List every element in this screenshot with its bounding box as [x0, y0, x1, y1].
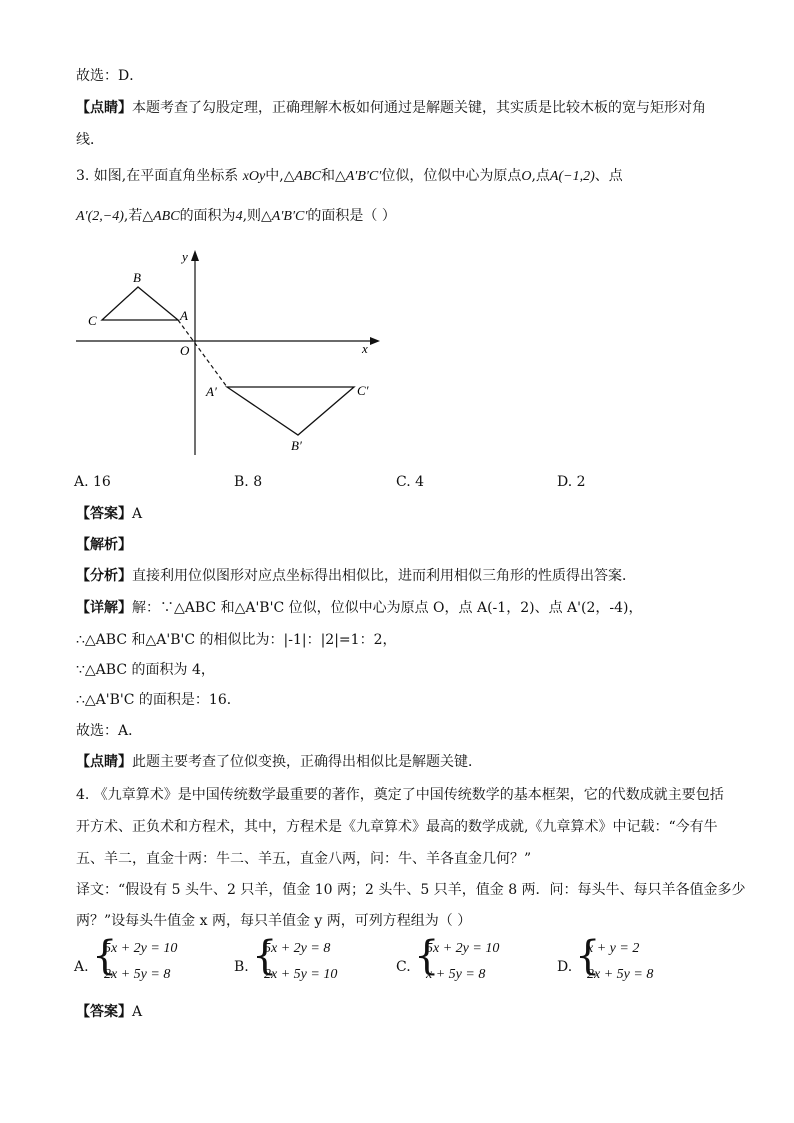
equation: 5x + 2y = 10 [426, 941, 500, 956]
q4-option-c-label[interactable]: C. [396, 959, 411, 975]
equation: x + 5y = 8 [426, 967, 486, 982]
q3-math-point-a: A(−1,2) [549, 169, 595, 184]
dianjing-line [76, 752, 482, 772]
comment-tag: 【点睛】 [76, 100, 132, 116]
q3-math-abc2: △A′B′C′ [334, 169, 382, 184]
q3-text: ,点 [531, 168, 550, 184]
q3-text: 位似，位似中心为原点 [381, 168, 522, 184]
dianjing-text: 此题主要考查了位似变换，正确得出相似比是解题关键． [132, 754, 482, 770]
q3-math-area: 4 [235, 209, 243, 224]
equation: 2x + 5y = 10 [264, 967, 338, 982]
step-line-1: ∴△ABC 和△A'B'C 的相似比为：|-1|：|2|=1：2， [76, 632, 397, 648]
q3-text: 中, [265, 168, 284, 184]
q4-option-b-system[interactable] [252, 933, 362, 990]
q3-math-abc2: △A′B′C′ [261, 209, 308, 224]
label-b: B [133, 270, 141, 285]
answer-tag: 【答案】 [76, 506, 132, 522]
answer-tag: 【答案】 [76, 1004, 132, 1020]
equation: 2x + 5y = 8 [104, 967, 171, 982]
brace-icon: { [575, 933, 601, 979]
label-b2: B′ [291, 438, 302, 453]
label-x: x [362, 341, 368, 356]
label-c: C [88, 313, 97, 328]
fenxi-text: 直接利用位似图形对应点坐标得出相似比，进而利用相似三角形的性质得出答案． [132, 568, 636, 584]
q3-text: ,若 [123, 208, 143, 224]
triangle-abc [102, 287, 178, 320]
xiangjie-line [76, 598, 642, 618]
homothety-figure [70, 245, 380, 460]
q4-line-4: 译文：“假设有 5 头牛、2 只羊，值金 10 两；2 头牛、5 只羊，值金 8 两．问：每头牛、每只羊各值金多少 [76, 882, 746, 898]
q3-option-a[interactable]: A. 16 [74, 474, 111, 490]
xiangjie-tag: 【详解】 [76, 600, 132, 616]
q3-text: 的面积是（ ） [307, 208, 396, 224]
fenxi-line [76, 566, 636, 586]
y-axis-arrow [191, 250, 199, 261]
q3-line-2 [76, 206, 396, 227]
label-a: A [180, 308, 188, 323]
triangle-a2b2c2 [227, 387, 354, 435]
label-y: y [182, 249, 188, 264]
q3-math-xoy: xOy [242, 169, 266, 184]
step-line-2: ∵△ABC 的面积为 4， [76, 662, 215, 678]
q4-option-c-system[interactable] [414, 933, 524, 990]
q3-option-c[interactable]: C. 4 [396, 474, 425, 490]
comment-text-cont: 线． [76, 132, 104, 148]
comment-text: 本题考查了勾股定理，正确理解木板如何通过是解题关键，其实质是比较木板的宽与矩形对角 [132, 100, 706, 116]
q4-line-5: 两？”设每头牛值金 x 两，每只羊值金 y 两，可列方程组为（ ） [76, 913, 472, 929]
q4-option-a-label[interactable]: A. [74, 959, 89, 975]
q3-math-point-a2: A′(2,−4) [76, 209, 124, 224]
step-line-4: 故选：A． [76, 723, 143, 739]
q4-line-1: 4. 《九章算术》是中国传统数学最重要的著作，奠定了中国传统数学的基本框架，它的代数成就主要包括 [76, 787, 724, 803]
step-line-3: ∴△A'B'C 的面积是：16． [76, 692, 241, 708]
q3-text: ,则 [242, 208, 262, 224]
q4-option-d-system[interactable] [575, 933, 685, 990]
prev-answer-line [76, 66, 143, 86]
comment-line-cont [76, 130, 104, 150]
label-c2: C′ [357, 383, 369, 398]
q4-line-3: 五、羊二，直金十两：牛二、羊五，直金八两，问：牛、羊各直金几何？” [76, 851, 532, 867]
analysis-line [76, 535, 132, 555]
comment-line [76, 98, 706, 118]
q3-text: 的面积为 [179, 208, 236, 224]
answer-value: A [132, 506, 143, 522]
equation: 5x + 2y = 8 [264, 941, 331, 956]
equation: x + y = 2 [587, 941, 640, 956]
fenxi-tag: 【分析】 [76, 568, 132, 584]
q3-line-1 [76, 166, 623, 187]
x-axis-arrow [370, 337, 380, 345]
q3-text: 和 [320, 168, 335, 184]
label-o: O [180, 343, 190, 358]
brace-icon: { [414, 933, 440, 979]
q3-text: 、点 [594, 168, 623, 184]
brace-icon: { [92, 933, 118, 979]
prev-answer-text: 故选：D． [76, 68, 144, 84]
answer-line-1 [76, 504, 142, 524]
equation: 5x + 2y = 10 [104, 941, 178, 956]
q3-option-d[interactable]: D. 2 [557, 474, 586, 490]
xiangjie-text: 解：∵△ABC 和△A'B'C 位似，位似中心为原点 O，点 A(-1，2)、点 A'(2，-4)， [132, 600, 643, 616]
q3-math-abc: △ABC [142, 209, 180, 224]
q3-option-b[interactable]: B. 8 [234, 474, 263, 490]
q4-option-b-label[interactable]: B. [234, 959, 249, 975]
q3-math-abc: △ABC [283, 169, 321, 184]
q4-option-d-label[interactable]: D. [557, 959, 573, 975]
equation: 2x + 5y = 8 [587, 967, 654, 982]
q3-text: 3. 如图,在平面直角坐标系 [76, 168, 239, 184]
answer-value: A [132, 1004, 143, 1020]
q4-line-2: 开方术、正负术和方程术，其中，方程术是《九章算术》最高的数学成就,《九章算术》中记载：“今有牛 [76, 819, 718, 835]
label-a2: A′ [206, 384, 217, 399]
answer-line-2 [76, 1002, 142, 1022]
brace-icon: { [252, 933, 278, 979]
q4-option-a-system[interactable] [92, 933, 202, 990]
q3-math-o: O [521, 169, 532, 184]
dianjing-tag: 【点睛】 [76, 754, 132, 770]
analysis-tag: 【解析】 [76, 537, 132, 553]
